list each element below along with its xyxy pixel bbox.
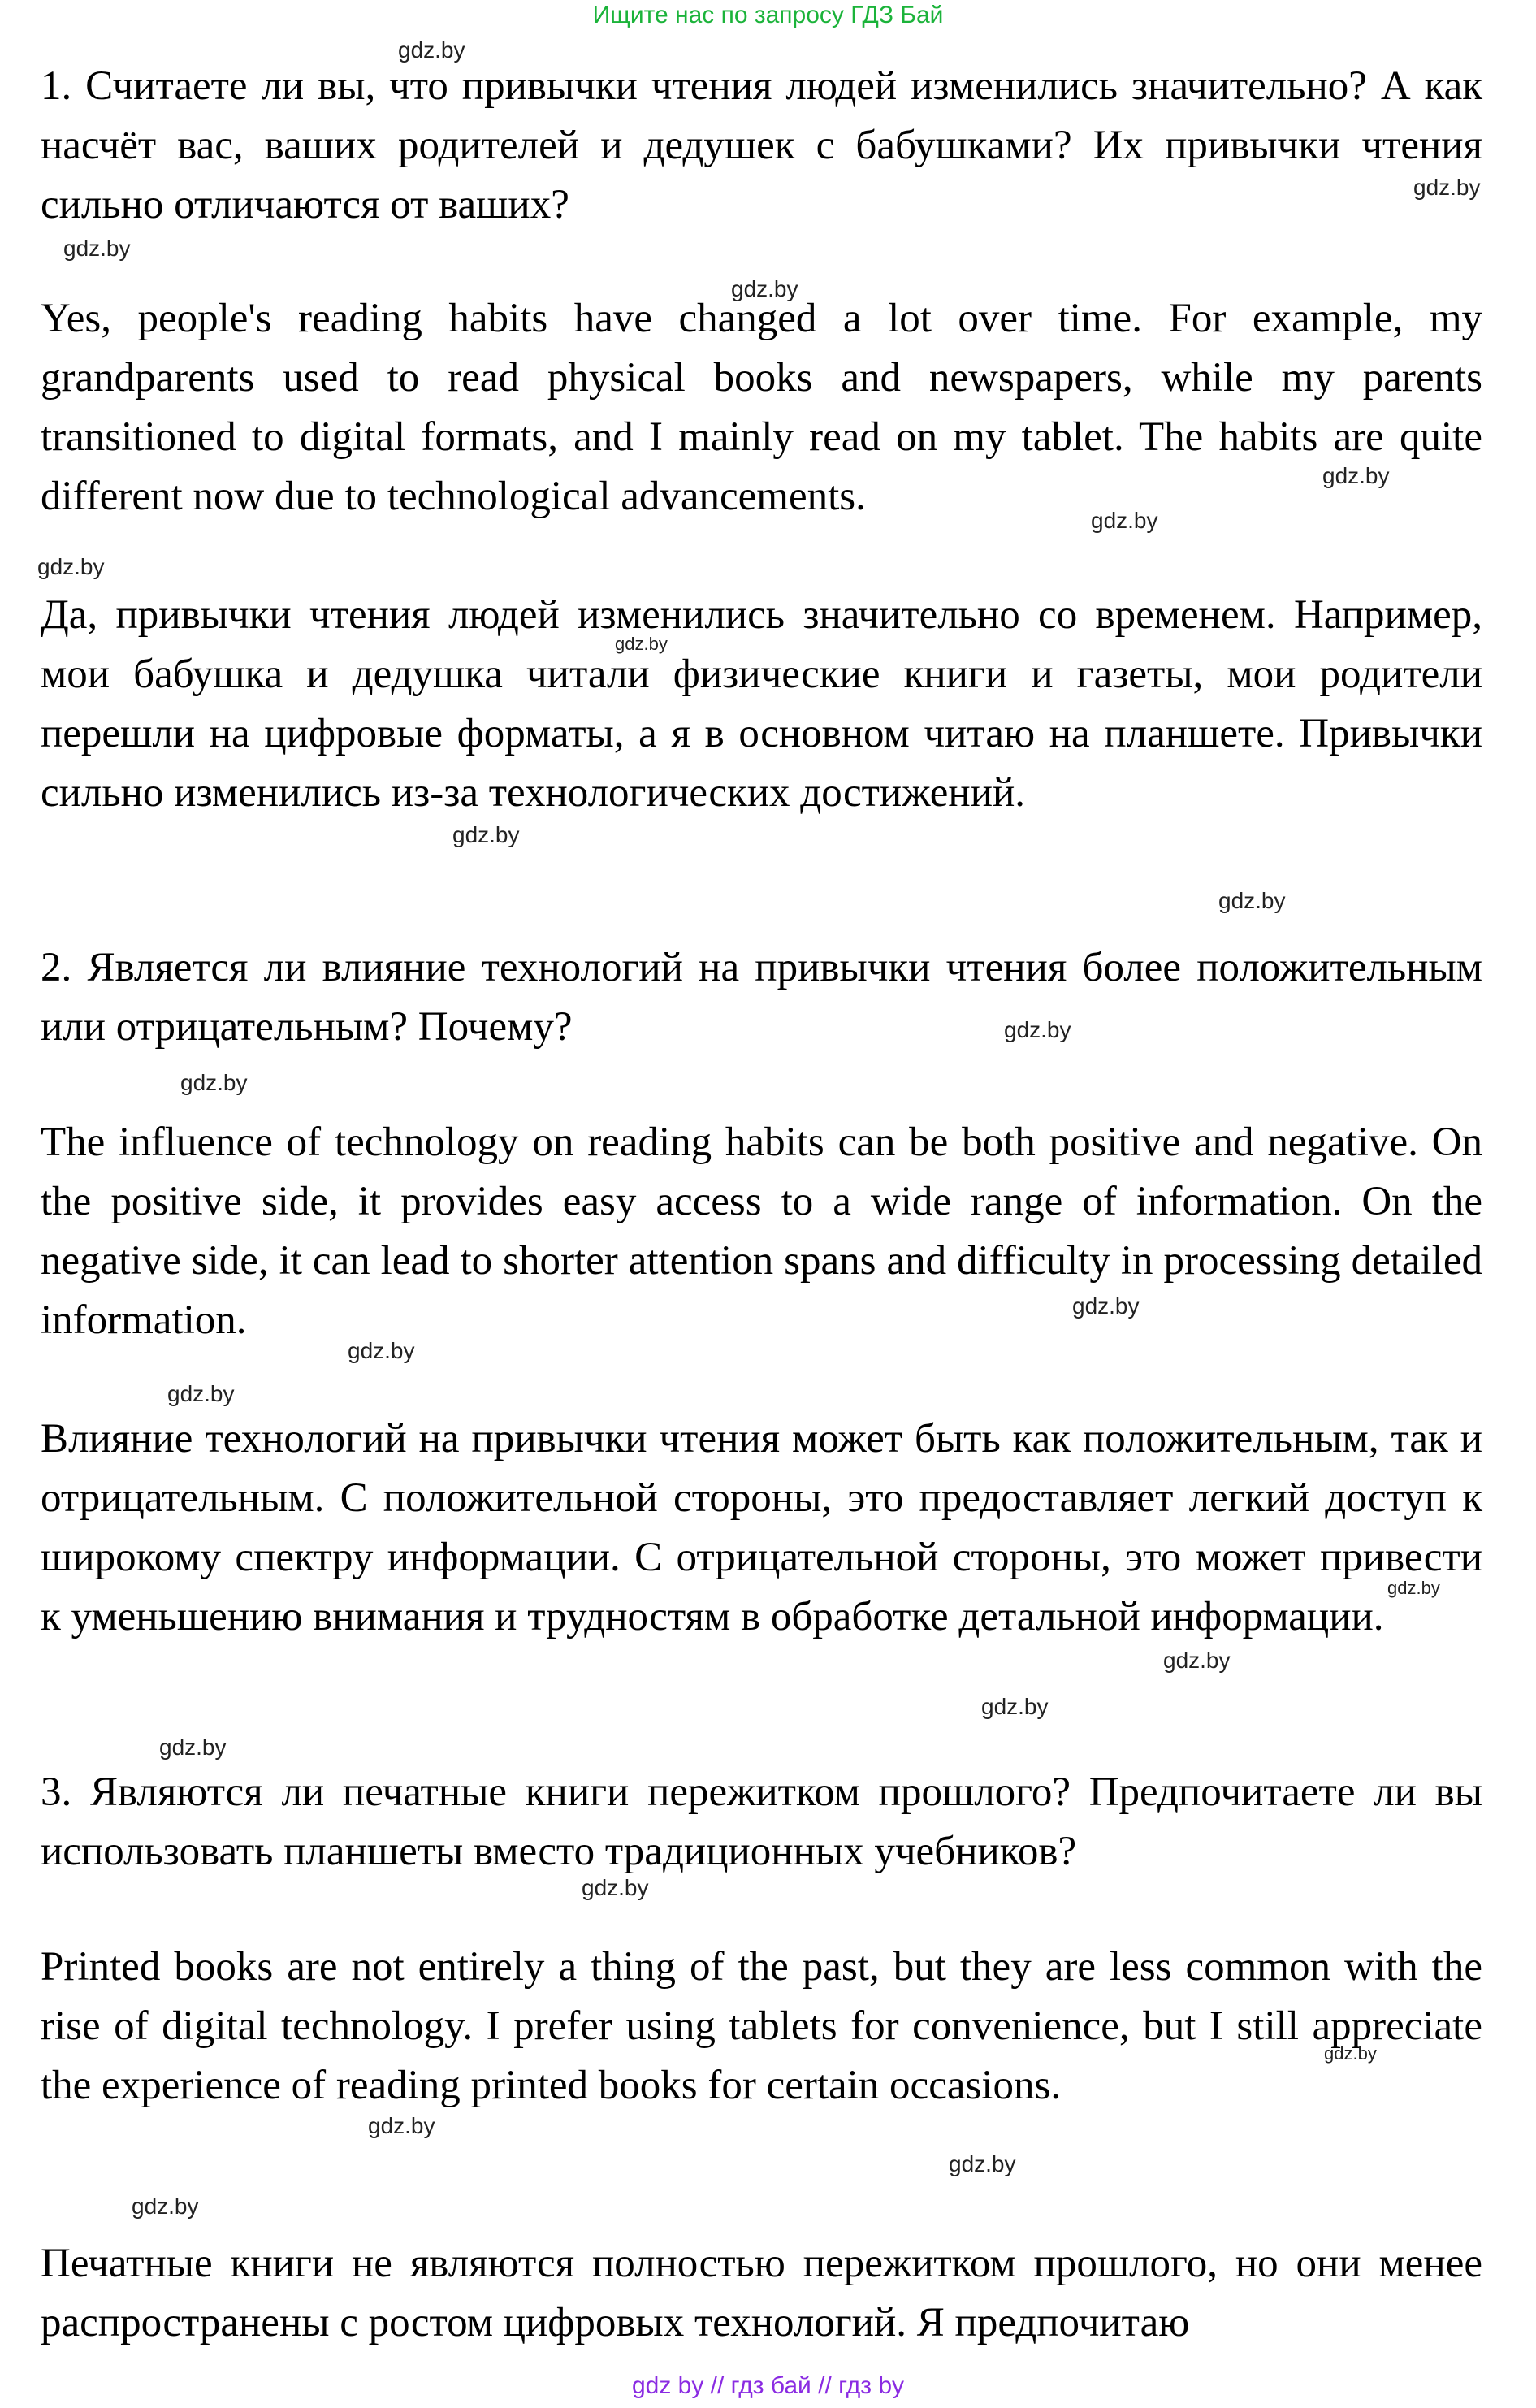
watermark: gdz.by [949, 2151, 1016, 2176]
watermark: gdz.by [180, 1070, 248, 1095]
question-1: 1. Считаете ли вы, что привычки чтения людей изменились значительно? А как насчёт вас, ваших родителей и дедушек с бабушками? Их привычки чтения сильно отличаются от ваших? [41, 63, 1482, 227]
watermark: gdz.by [1072, 1293, 1140, 1319]
top-banner[interactable]: Ищите нас по запросу ГДЗ Бай [592, 2, 944, 28]
answer-2-russian: Влияние технологий на привычки чтения может быть как положительным, так и отрицательным. С положительной стороны, это предоставляет легкий доступ к широкому спектру информации. С отрицательной стороны, это может привести к уменьшению внимания и трудностям в обработке детальной информации. [41, 1416, 1482, 1639]
watermark: gdz.by [37, 554, 105, 579]
watermark: gdz.by [63, 236, 131, 261]
answer-2-english: The influence of technology on reading habits can be both positive and negative. On the positive side, it provides easy access to a wide range of information. On the negative side, it can lead to shorter attention spans and difficulty in processing detailed information. [41, 1120, 1482, 1343]
watermark: gdz.by [731, 276, 798, 301]
watermark: gdz.by [132, 2194, 199, 2219]
watermark: gdz.by [582, 1875, 649, 1900]
watermark: gdz.by [981, 1694, 1049, 1719]
watermark: gdz.by [1413, 175, 1481, 200]
question-2: 2. Является ли влияние технологий на привычки чтения более положительным или отрицательным? Почему? [41, 945, 1482, 1050]
watermark: gdz.by [167, 1381, 235, 1406]
watermark: gdz.by [1163, 1648, 1231, 1673]
watermark: gdz.by [1218, 888, 1286, 913]
bottom-banner[interactable]: gdz by // гдз бай // гдз by [631, 2372, 905, 2399]
watermark: gdz.by [368, 2113, 435, 2138]
watermark: gdz.by [1091, 508, 1158, 533]
watermark: gdz.by [398, 37, 465, 63]
watermark: gdz.by [452, 822, 520, 847]
answer-3-english: Printed books are not entirely a thing of the past, but they are less common with the rise of digital technology. I prefer using tablets for convenience, but I still appreciate the experience of reading printed books for certain occasions. [41, 1944, 1482, 2108]
question-3: 3. Являются ли печатные книги пережитком прошлого? Предпочитаете ли вы использовать планшеты вместо традиционных учебников? [41, 1769, 1482, 1874]
watermark: gdz.by [1387, 1578, 1440, 1598]
answer-3-russian: Печатные книги не являются полностью пережитком прошлого, но они менее распространены с ростом цифровых технологий. Я предпочитаю [41, 2241, 1482, 2345]
answer-1-russian: Да, привычки чтения людей изменились значительно со временем. Например, мои бабушка и дедушка читали физические книги и газеты, мои родители перешли на цифровые форматы, а я в основном читаю на планшете. Привычки сильно изменились из-за технологических достижений. [41, 592, 1482, 816]
answer-1-english: Yes, people's reading habits have changed a lot over time. For example, my grandparents used to read physical books and newspapers, while my parents transitioned to digital formats, and I mainly read on my tablet. The habits are quite different now due to technological advancements. [41, 296, 1482, 519]
watermark: gdz.by [1004, 1017, 1071, 1042]
watermark: gdz.by [1322, 463, 1390, 488]
watermark: gdz.by [159, 1735, 227, 1760]
watermark: gdz.by [1324, 2043, 1377, 2064]
watermark: gdz.by [615, 634, 668, 654]
watermark: gdz.by [348, 1338, 415, 1363]
